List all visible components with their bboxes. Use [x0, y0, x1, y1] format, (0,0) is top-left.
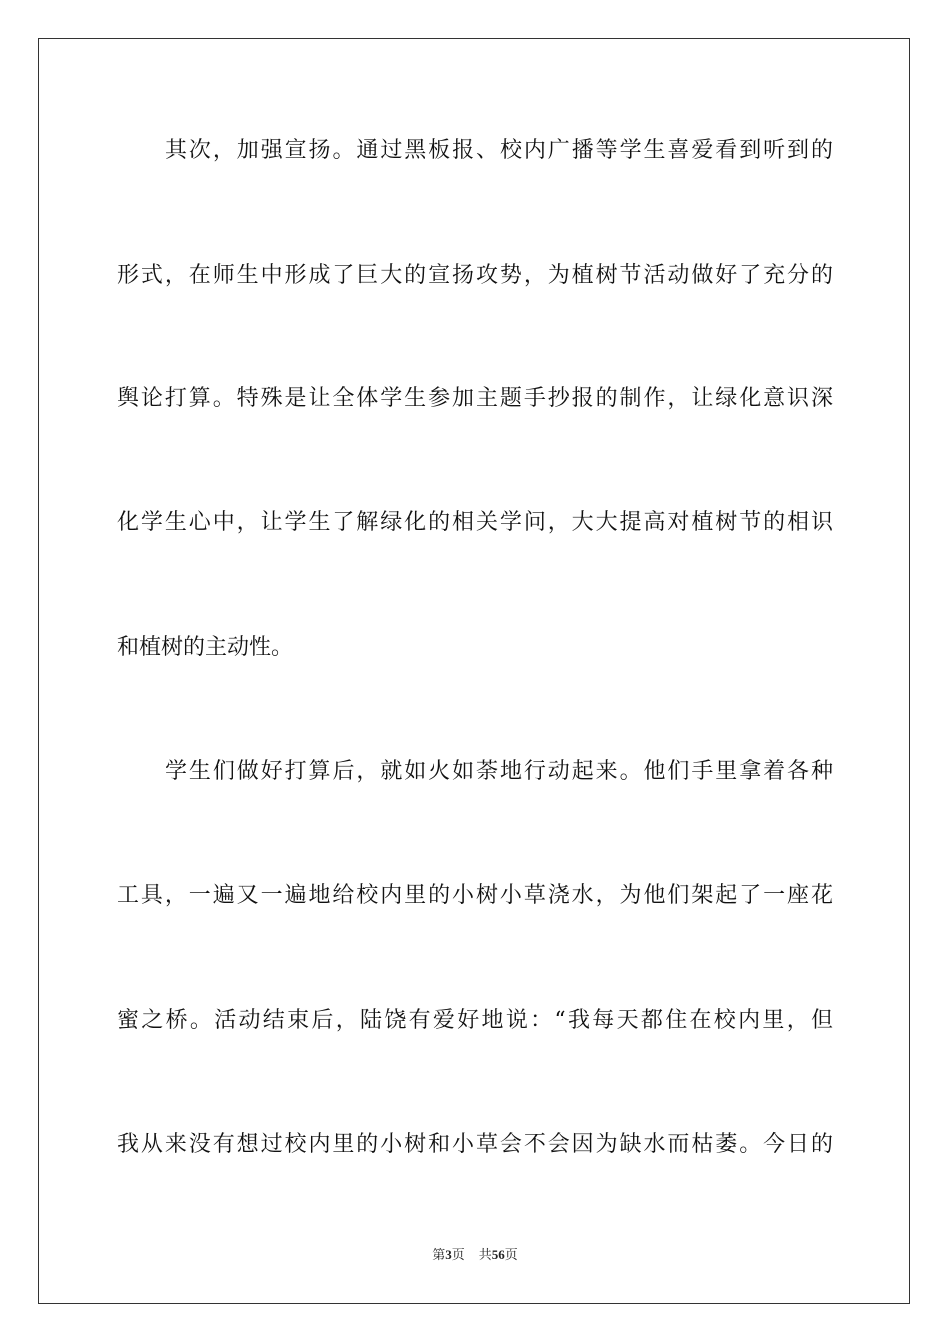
paragraph-2-line-3: 蜜之桥。活动结束后，陆饶有爱好地说：“我每天都住在校内里，但	[117, 1008, 833, 1033]
page-footer	[0, 1246, 950, 1265]
footer-total-pages: 56	[491, 1247, 505, 1262]
footer-page-number: 3	[445, 1247, 452, 1262]
paragraph-1-line-4: 化学生心中，让学生了解绿化的相关学问，大大提高对植树节的相识	[117, 510, 833, 535]
paragraph-2-line-1: 学生们做好打算后，就如火如荼地行动起来。他们手里拿着各种	[165, 759, 833, 784]
paragraph-2-line-2: 工具，一遍又一遍地给校内里的小树小草浇水，为他们架起了一座花	[117, 883, 833, 908]
footer-page-suffix: 页	[451, 1248, 465, 1263]
footer-total-suffix: 页	[504, 1248, 518, 1263]
footer-page-prefix: 第	[432, 1248, 446, 1263]
page-border	[38, 38, 910, 1304]
paragraph-2-line-4: 我从来没有想过校内里的小树和小草会不会因为缺水而枯萎。今日的	[117, 1132, 833, 1157]
paragraph-1-line-2: 形式，在师生中形成了巨大的宣扬攻势，为植树节活动做好了充分的	[117, 263, 833, 288]
paragraph-1-line-1: 其次，加强宣扬。通过黑板报、校内广播等学生喜爱看到听到的	[165, 138, 833, 163]
paragraph-1-line-5: 和植树的主动性。	[117, 635, 294, 660]
footer-total-prefix: 共	[478, 1248, 492, 1263]
paragraph-1-line-3: 舆论打算。特殊是让全体学生参加主题手抄报的制作，让绿化意识深	[117, 386, 833, 411]
